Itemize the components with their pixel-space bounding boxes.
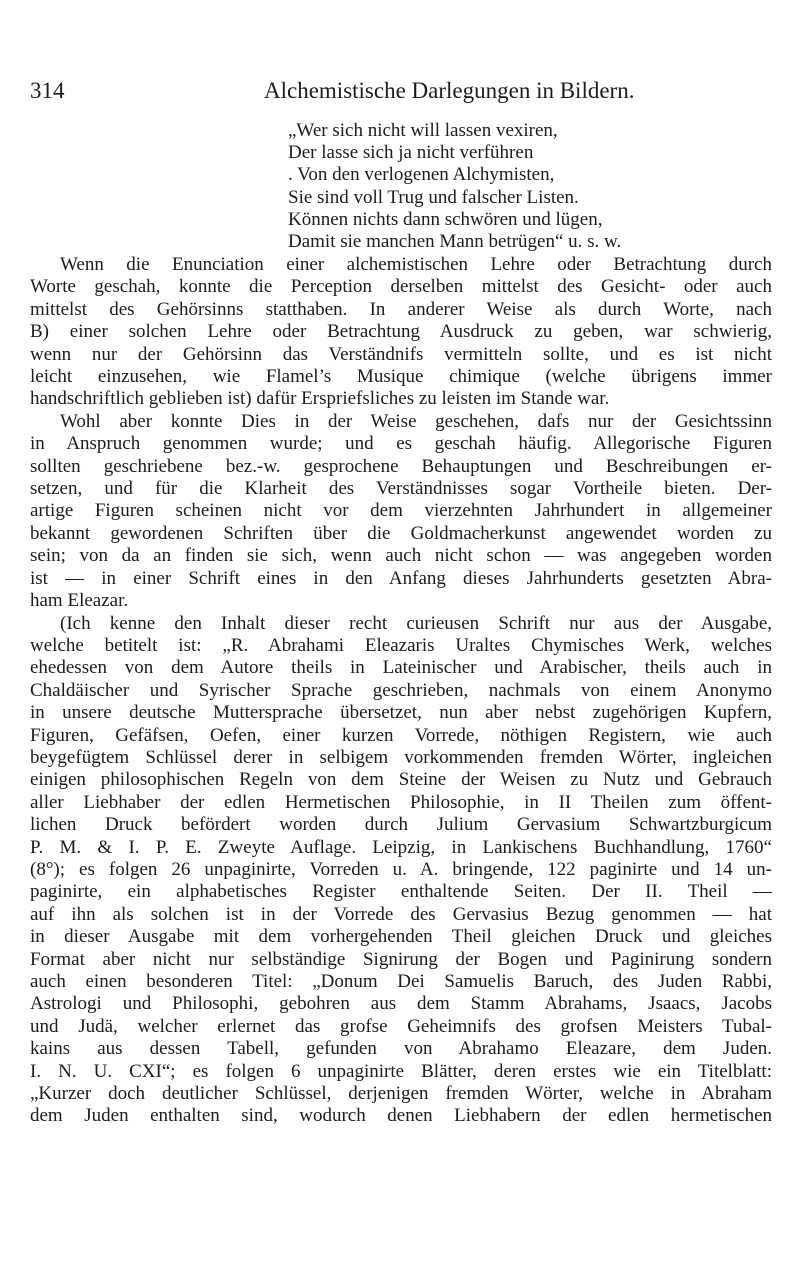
text-line: Format aber nicht nur selbständige Signirung der Bogen und Paginirung sondern: [30, 948, 772, 970]
verse-line: . Von den verlogenen Alchymisten,: [288, 164, 555, 186]
page-header: [0, 78, 800, 110]
text-line: auf ihn als solchen ist in der Vorrede des Gervasius Bezug genommen — hat: [30, 903, 772, 925]
text-line: und Judä, welcher erlernet das grofse Geheimnifs des grofsen Meisters Tubal-: [30, 1015, 772, 1037]
verse-quote: [288, 120, 621, 253]
text-line: I. N. U. CXI“; es folgen 6 unpaginirte Blätter, deren erstes wie ein Titelblatt:: [30, 1060, 772, 1082]
text-line: einigen philosophischen Regeln von dem Steine der Weisen zu Nutz und Gebrauch: [30, 769, 772, 791]
text-line: welche betitelt ist: „R. Abrahami Eleazaris Uraltes Chymisches Werk, welches: [30, 634, 772, 656]
text-line: handschriftlich geblieben ist) dafür Erspriefsliches zu leisten im Stande war.: [30, 388, 610, 410]
text-line: artige Figuren scheinen nicht vor dem vierzehnten Jahrhundert in allgemeiner: [30, 500, 772, 522]
text-line: setzen, und für die Klarheit des Verständnisses sogar Vortheile bieten. Der-: [30, 478, 772, 500]
verse-line: „Wer sich nicht will lassen vexiren,: [288, 120, 558, 141]
verse-line: Können nichts dann schwören und lügen,: [288, 208, 603, 230]
text-line: mittelst des Gehörsinns statthaben. In anderer Weise als durch Worte, nach: [30, 298, 772, 320]
paragraph-2: [30, 411, 772, 613]
text-line: Wenn die Enunciation einer alchemistischen Lehre oder Betrachtung durch: [60, 254, 772, 275]
text-line: ham Eleazar.: [30, 590, 129, 612]
paragraph-1: [30, 254, 772, 411]
text-line: sein; von da an finden sie sich, wenn auch nicht schon — was angegeben worden: [30, 545, 772, 567]
text-line: B) einer solchen Lehre oder Betrachtung Ausdruck zu geben, war schwierig,: [30, 321, 772, 343]
text-line: Chaldäischer und Syrischer Sprache geschrieben, nachmals von einem Anonymo: [30, 679, 772, 701]
verse-line: Damit sie manchen Mann betrügen“ u. s. w.: [288, 231, 622, 253]
text-line: Astrologi und Philosophi, gebohren aus dem Stamm Abrahams, Jsaacs, Jacobs: [30, 993, 772, 1015]
running-title: Alchemistische Darlegungen in Bildern.: [264, 78, 635, 103]
verse-line: Der lasse sich ja nicht verführen: [288, 142, 534, 164]
text-line: dem Juden enthalten sind, wodurch denen Liebhabern der edlen hermetischen: [30, 1105, 772, 1127]
text-line: in Anspruch genommen wurde; und es geschah häufig. Allegorische Figuren: [30, 433, 772, 455]
text-line: ehedessen von dem Autore theils in Lateinischer und Arabischer, theils auch in: [30, 657, 772, 679]
text-line: Wohl aber konnte Dies in der Weise geschehen, dafs nur der Gesichtssinn: [60, 410, 772, 432]
text-line: paginirte, ein alphabetisches Register enthaltende Seiten. Der II. Theil —: [30, 881, 772, 903]
text-line: beygefügtem Schlüssel derer in selbigem vorkommenden fremden Wörter, ingleichen: [30, 746, 772, 768]
text-line: sollten geschriebene bez.-w. gesprochene Behauptungen und Beschreibungen er-: [30, 455, 772, 477]
text-line: in dieser Ausgabe mit dem vorhergehenden Theil gleichen Druck und gleiches: [30, 926, 772, 948]
text-line: Figuren, Gefäfsen, Oefen, einer kurzen Vorrede, nöthigen Registern, wie auch: [30, 724, 772, 746]
page-number: 314: [30, 78, 65, 103]
text-line: ist — in einer Schrift eines in den Anfang dieses Jahrhunderts gesetzten Abra-: [30, 567, 772, 589]
text-line: bekannt gewordenen Schriften über die Goldmacherkunst angewendet worden zu: [30, 522, 772, 544]
text-line: Worte geschah, konnte die Perception derselben mittelst des Gesicht- oder auch: [30, 276, 772, 298]
text-line: P. M. & I. P. E. Zweyte Auflage. Leipzig, in Lankischens Buchhandlung, 1760“: [30, 836, 772, 858]
text-line: aller Liebhaber der edlen Hermetischen Philosophie, in II Theilen zum öffent-: [30, 791, 772, 813]
text-line: (Ich kenne den Inhalt dieser recht curieusen Schrift nur aus der Ausgabe,: [60, 612, 772, 634]
text-line: (8°); es folgen 26 unpaginirte, Vorreden u. A. bringende, 122 paginirte und 14 un-: [30, 858, 772, 880]
paragraph-3: [30, 613, 772, 1128]
text-line: auch einen besonderen Titel: „Donum Dei Samuelis Baruch, des Juden Rabbi,: [30, 971, 772, 992]
body-text: [30, 254, 772, 1128]
text-line: wenn nur der Gehörsinn das Verständnifs vermitteln sollte, und es ist nicht: [30, 343, 772, 365]
text-line: leicht einzusehen, wie Flamel’s Musique chimique (welche übrigens immer: [30, 366, 772, 388]
text-line: „Kurzer doch deutlicher Schlüssel, derjenigen fremden Wörter, welche in Abraham: [30, 1083, 772, 1105]
text-line: in unsere deutsche Muttersprache übersetzet, nun aber nebst zugehörigen Kupfern,: [30, 702, 772, 724]
text-line: kains aus dessen Tabell, gefunden von Abrahamo Eleazare, dem Juden.: [30, 1038, 772, 1060]
verse-line: Sie sind voll Trug und falscher Listen.: [288, 186, 579, 208]
text-line: lichen Druck befördert worden durch Julium Gervasium Schwartzburgicum: [30, 814, 772, 836]
